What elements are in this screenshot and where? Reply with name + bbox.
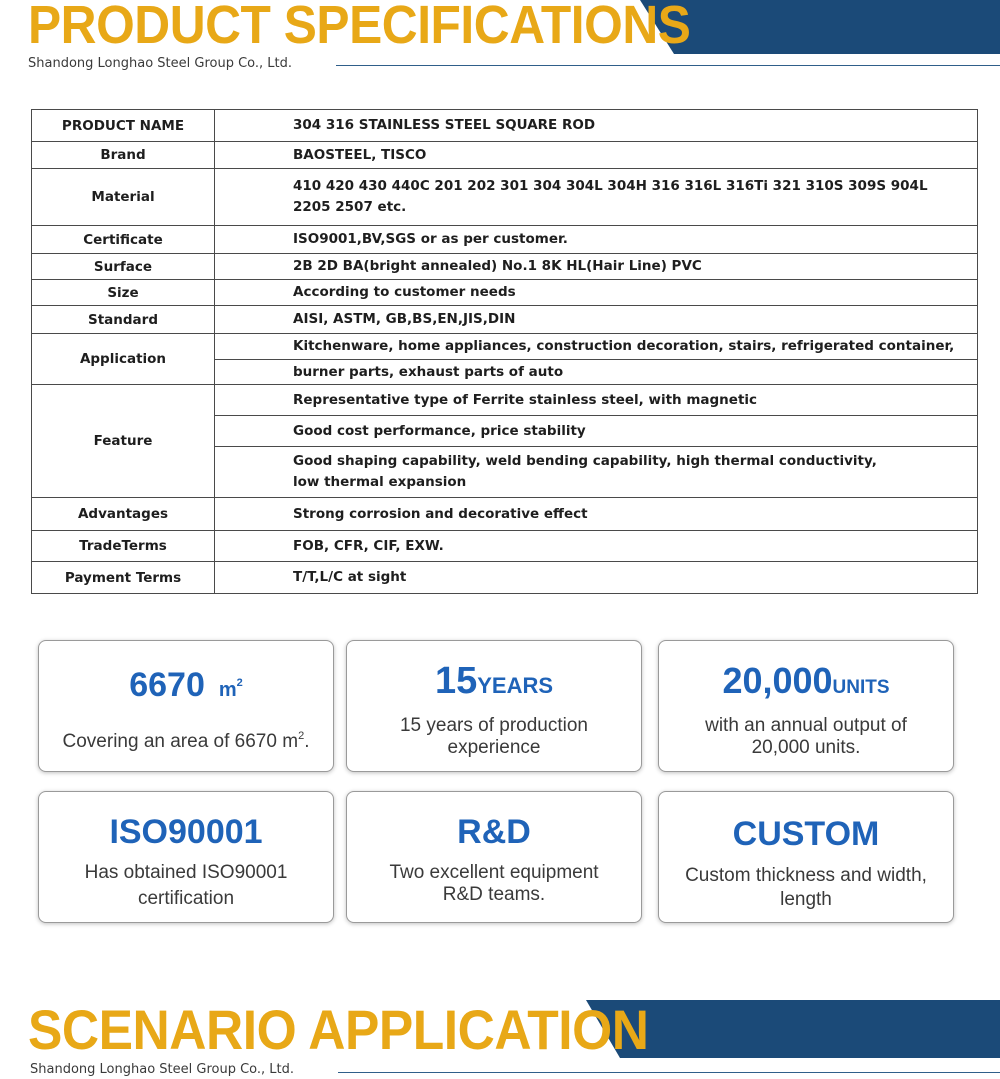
stat-value-custom: CUSTOM [732,815,880,853]
stat-desc-units [665,715,947,759]
stat-desc-custom [665,864,947,912]
spec-table [31,109,978,594]
rd-desc-line-1: Two excellent equipment [389,862,599,883]
table-row [32,110,978,142]
row-value-material [215,169,978,226]
row-value-application-1: Kitchenware, home appliances, construction decoration, stairs, refrigerated container, [215,334,978,360]
area-unit: m [218,679,237,701]
area-unit-sup: 2 [236,677,243,689]
years-unit: YEARS [477,673,554,698]
divider-line [336,65,1000,66]
stat-card-iso [38,791,334,923]
section-title-scenario-application: SCENARIO APPLICATION [28,998,649,1061]
area-desc-sup: 2 [298,730,305,742]
table-row [32,226,978,254]
area-desc-end: . [304,731,310,752]
row-label-advantages: Advantages [32,498,215,531]
feature-3-line-2: low thermal expansion [293,474,467,490]
row-label-standard: Standard [32,306,215,334]
row-label-trade-terms: TradeTerms [32,531,215,562]
stat-desc-iso [45,860,327,912]
table-row [32,334,978,360]
stat-card-custom [658,791,954,923]
stat-desc-rd [353,862,635,906]
bottom-banner [0,995,1000,1079]
units-number: 20,000 [722,660,833,701]
top-banner-navy-band [640,0,1000,54]
row-value-feature-2: Good cost performance, price stability [215,416,978,447]
company-name: Shandong Longhao Steel Group Co., Ltd. [28,56,292,71]
units-desc-line-1: with an annual output of [705,715,907,736]
row-value-application-2: burner parts, exhaust parts of auto [215,360,978,385]
row-label-size: Size [32,280,215,306]
row-value-feature-3 [215,447,978,498]
row-label-certificate: Certificate [32,226,215,254]
row-value-feature-1: Representative type of Ferrite stainless steel, with magnetic [215,385,978,416]
custom-desc-line-2: length [780,889,832,910]
stat-value-units [659,661,953,708]
divider-line-bottom [338,1072,1000,1073]
table-row [32,280,978,306]
area-desc-text: Covering an area of 6670 m [62,731,299,752]
area-number: 6670 [129,666,205,704]
units-unit: UNITS [832,677,890,698]
section-title-product-specifications: PRODUCT SPECIFICATIONS [28,0,691,55]
row-label-surface: Surface [32,254,215,280]
row-value-product-name: 304 316 STAINLESS STEEL SQUARE ROD [215,110,978,142]
row-label-feature: Feature [32,385,215,498]
top-banner [0,0,1000,80]
row-value-surface: 2B 2D BA(bright annealed) No.1 8K HL(Hair Line) PVC [215,254,978,280]
row-label-payment-terms: Payment Terms [32,562,215,594]
table-row [32,531,978,562]
row-value-advantages: Strong corrosion and decorative effect [215,498,978,531]
stat-value-iso: ISO90001 [109,813,263,851]
table-row [32,498,978,531]
table-row [32,142,978,169]
table-row [32,385,978,416]
row-value-payment-terms: T/T,L/C at sight [215,562,978,594]
stat-desc-area [45,725,327,753]
units-desc-line-2: 20,000 units. [751,737,861,758]
stat-value-area [39,663,333,710]
row-label-brand: Brand [32,142,215,169]
material-line-2: 2205 2507 etc. [293,199,407,215]
table-row [32,169,978,226]
table-row [32,306,978,334]
stat-card-years [346,640,642,772]
stat-card-units [658,640,954,772]
years-desc-line-2: experience [447,737,541,758]
rd-desc-line-2: R&D teams. [442,884,546,905]
feature-3-line-1: Good shaping capability, weld bending capability, high thermal conductivity, [293,453,877,469]
material-line-1: 410 420 430 440C 201 202 301 304 304L 304H 316 316L 316Ti 321 310S 309S 904L [293,178,928,194]
stat-card-area [38,640,334,772]
stat-card-rd [346,791,642,923]
stat-value-years [347,661,641,706]
iso-desc-line-1: Has obtained ISO90001 [84,862,288,883]
custom-desc-line-1: Custom thickness and width, [685,865,927,886]
row-value-standard: AISI, ASTM, GB,BS,EN,JIS,DIN [215,306,978,334]
row-label-application: Application [32,334,215,385]
row-label-material: Material [32,169,215,226]
years-number: 15 [434,660,478,702]
stat-value-rd: R&D [457,813,531,851]
row-label-product-name: PRODUCT NAME [32,110,215,142]
table-row [32,562,978,594]
row-value-size: According to customer needs [215,280,978,306]
company-name-bottom: Shandong Longhao Steel Group Co., Ltd. [30,1062,294,1077]
row-value-trade-terms: FOB, CFR, CIF, EXW. [215,531,978,562]
row-value-certificate: ISO9001,BV,SGS or as per customer. [215,226,978,254]
stat-desc-years [353,715,635,759]
years-desc-line-1: 15 years of production [399,715,588,736]
table-row [32,254,978,280]
row-value-brand: BAOSTEEL, TISCO [215,142,978,169]
iso-desc-line-2: certification [137,888,235,909]
